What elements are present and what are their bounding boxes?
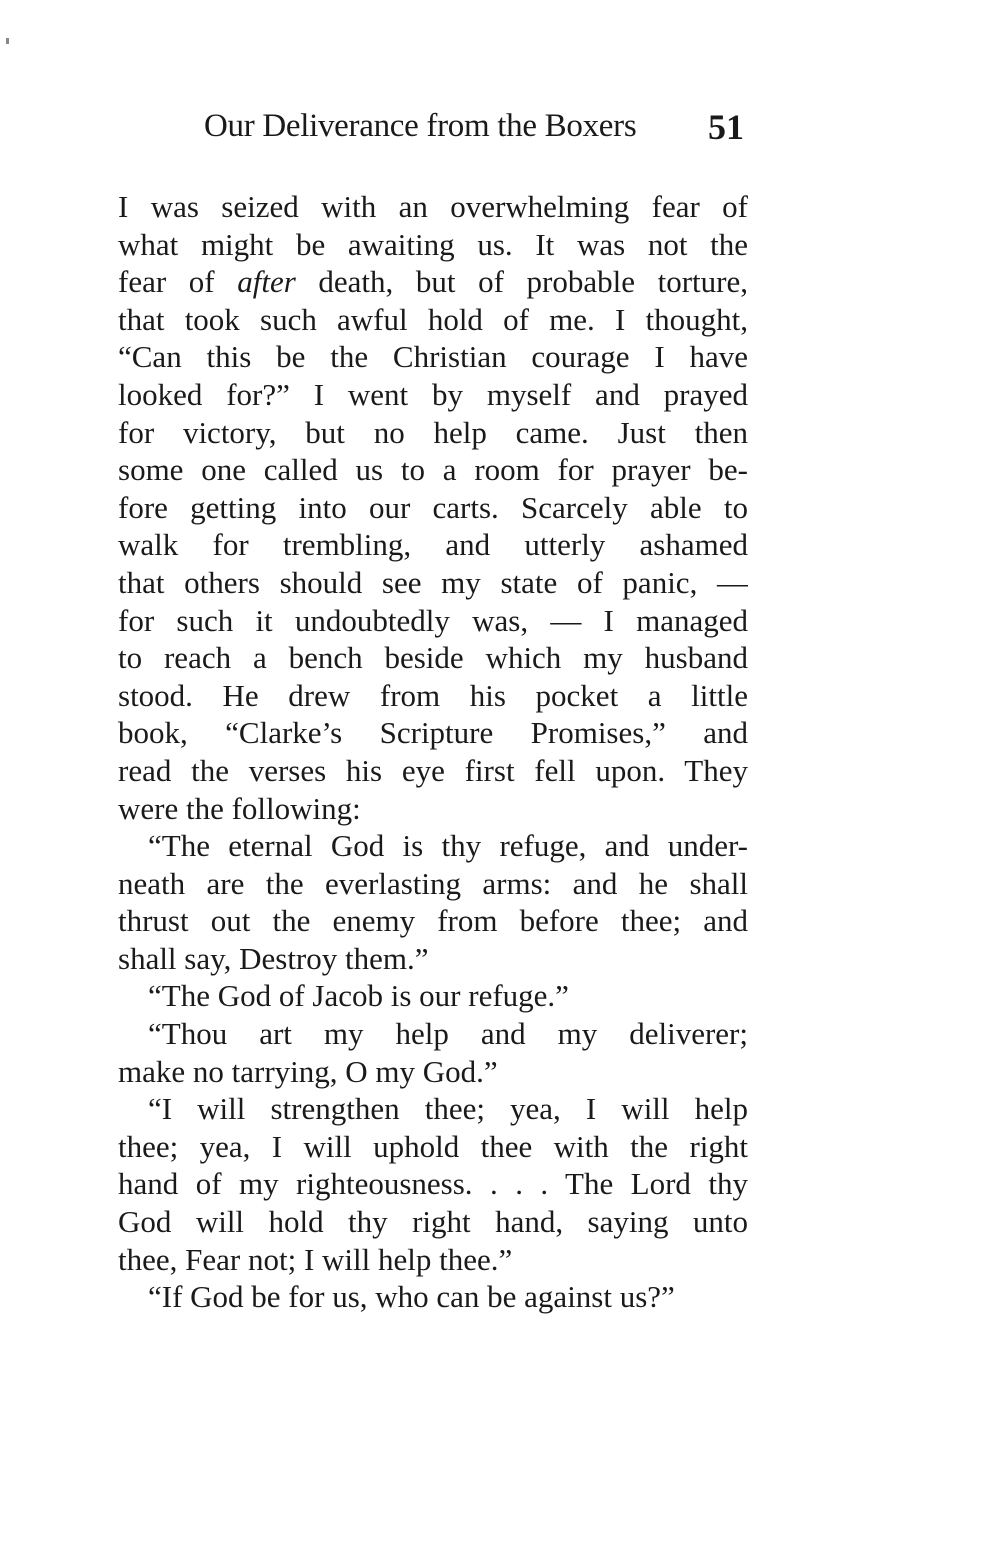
- text-line: stood. He drew from his pocket a little: [118, 677, 748, 713]
- page-number: 51: [708, 107, 744, 147]
- text-line: thrust out the enemy from before thee; and: [118, 903, 748, 939]
- text-line: thee, Fear not; I will help thee.”: [118, 1241, 513, 1277]
- text-line: make no tarrying, O my God.”: [118, 1053, 498, 1089]
- running-title: Our Deliverance from the Boxers: [204, 108, 637, 144]
- text-line: what might be awaiting us. It was not the: [118, 226, 748, 262]
- text-line: that took such awful hold of me. I thought,: [118, 301, 748, 337]
- scan-speck: [6, 38, 9, 44]
- text-segment: fear of: [118, 264, 238, 300]
- text-line: shall say, Destroy them.”: [118, 940, 429, 976]
- text-line: “If God be for us, who can be against us?”: [148, 1279, 675, 1315]
- body-text: [118, 188, 748, 1316]
- text-line: for victory, but no help came. Just then: [118, 414, 748, 450]
- text-line: “The God of Jacob is our refuge.”: [148, 978, 569, 1014]
- text-line: “I will strengthen thee; yea, I will help: [148, 1091, 748, 1127]
- text-line: that others should see my state of panic, —: [118, 564, 748, 600]
- text-segment: death, but of probable torture,: [295, 264, 748, 300]
- text-line: read the verses his eye first fell upon. They: [118, 752, 748, 788]
- running-header: [204, 108, 744, 158]
- text-line: hand of my righteousness. . . . The Lord thy: [118, 1166, 748, 1202]
- text-line: “Can this be the Christian courage I have: [118, 339, 748, 375]
- text-line: neath are the everlasting arms: and he shall: [118, 865, 748, 901]
- text-line: I was seized with an overwhelming fear of: [118, 189, 748, 224]
- text-line: “The eternal God is thy refuge, and under-: [148, 828, 748, 864]
- text-line: fore getting into our carts. Scarcely able to: [118, 489, 748, 525]
- text-line: looked for?” I went by myself and prayed: [118, 376, 748, 412]
- text-line: walk for trembling, and utterly ashamed: [118, 527, 748, 563]
- text-line: book, “Clarke’s Scripture Promises,” and: [118, 715, 748, 751]
- text-line: to reach a bench beside which my husband: [118, 640, 748, 676]
- italic-word: after: [237, 264, 296, 300]
- text-line: were the following:: [118, 790, 361, 826]
- text-line: for such it undoubtedly was, — I managed: [118, 602, 748, 638]
- text-line: thee; yea, I will uphold thee with the right: [118, 1128, 748, 1164]
- text-line: [118, 263, 748, 301]
- text-line: “Thou art my help and my deliverer;: [148, 1016, 748, 1052]
- text-line: God will hold thy right hand, saying unto: [118, 1204, 748, 1240]
- text-line: some one called us to a room for prayer be-: [118, 452, 748, 488]
